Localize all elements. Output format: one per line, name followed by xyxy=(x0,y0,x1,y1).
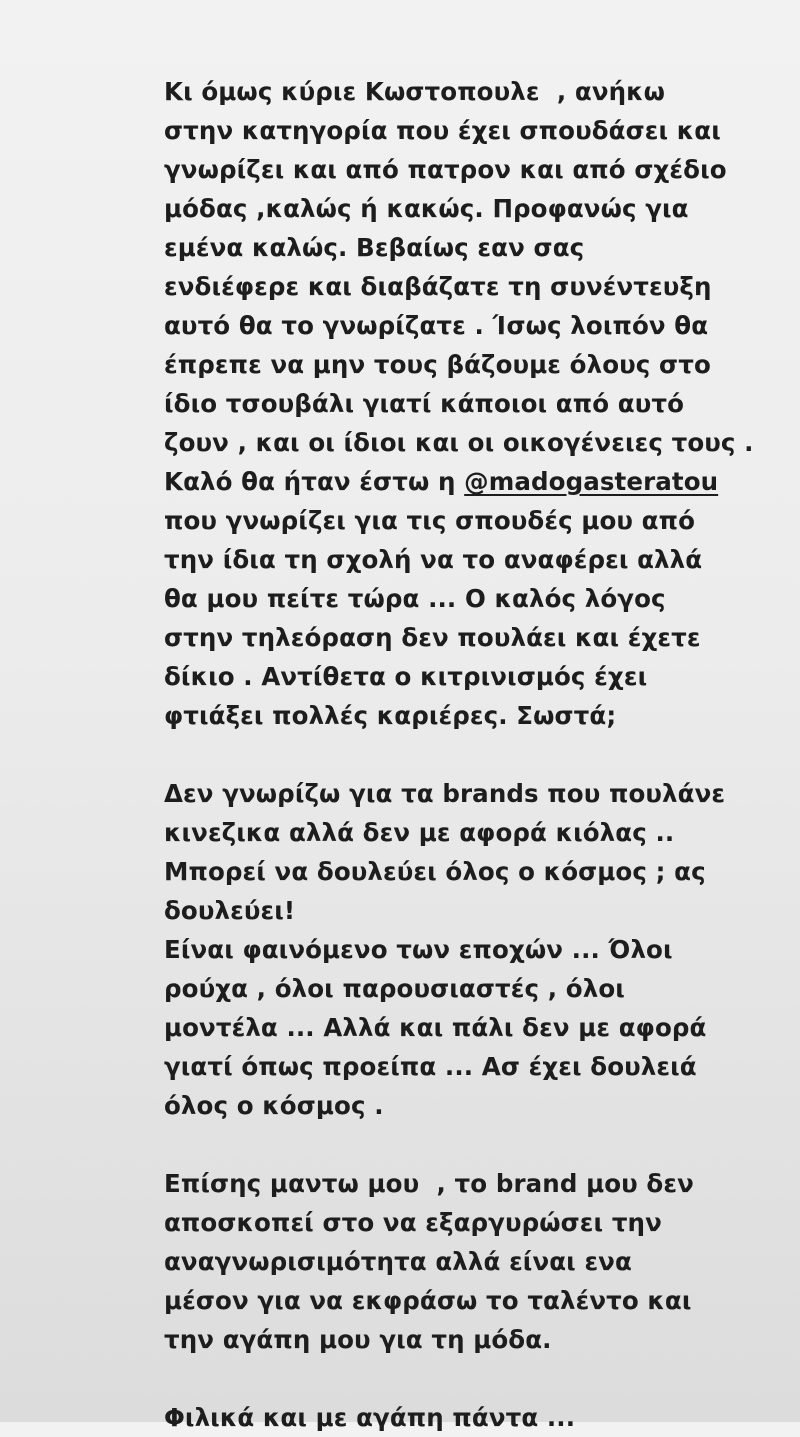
text-line: ενδιέφερε και διαβάζατε τη συνέντευξη xyxy=(164,272,712,301)
text-line: κινεζικα αλλά δεν με αφορά κιόλας .. xyxy=(164,818,675,847)
text-line: θα μου πείτε τώρα ... Ο καλός λόγος xyxy=(164,584,666,613)
text-line: αυτό θα το γνωρίζατε . Ίσως λοιπόν θα xyxy=(164,311,709,340)
paragraph-gap xyxy=(164,1359,784,1398)
story-text-block xyxy=(164,72,784,1437)
text-line: ρούχα , όλοι παρουσιαστές , όλοι xyxy=(164,974,625,1003)
text-line: γιατί όπως προείπα ... Ασ έχει δουλειά xyxy=(164,1052,697,1081)
text-line: την αγάπη μου για τη μόδα. xyxy=(164,1325,552,1354)
text-line-prefix: Καλό θα ήταν έστω η xyxy=(164,467,465,496)
text-line: Επίσης μαντω μου , το brand μου δεν xyxy=(164,1169,694,1198)
text-line: στην τηλεόραση δεν πουλάει και έχετε xyxy=(164,623,701,652)
text-line: όλος ο κόσμος . xyxy=(164,1091,384,1120)
text-line: εμένα καλώς. Βεβαίως εαν σας xyxy=(164,233,585,262)
closing-line: Φιλικά και με αγάπη πάντα ... xyxy=(164,1403,576,1432)
paragraph-gap xyxy=(164,1125,784,1164)
text-line: μόδας ,καλώς ή κακώς. Προφανώς για xyxy=(164,194,689,223)
text-line: γνωρίζει και από πατρον και από σχέδιο xyxy=(164,155,727,184)
text-line: μοντέλα ... Αλλά και πάλι δεν με αφορά xyxy=(164,1013,707,1042)
text-line: Είναι φαινόμενο των εποχών ... Όλοι xyxy=(164,935,673,964)
text-line: Κι όμως κύριε Κωστοπουλε , ανήκω xyxy=(164,77,666,106)
mention-line xyxy=(164,462,784,501)
paragraph-gap xyxy=(164,735,784,774)
text-line: αποσκοπεί στο να εξαργυρώσει την xyxy=(164,1208,662,1237)
text-line: Δεν γνωρίζω για τα brands που πουλάνε xyxy=(164,779,726,808)
mention-link[interactable]: @madogasteratou xyxy=(464,467,719,496)
text-line: έπρεπε να μην τους βάζουμε όλους στο xyxy=(164,350,711,379)
text-line: την ίδια τη σχολή να το αναφέρει αλλά xyxy=(164,545,703,574)
text-line: Μπορεί να δουλεύει όλος ο κόσμος ; ας xyxy=(164,857,706,886)
text-line: αναγνωρισιμότητα αλλά είναι ενα xyxy=(164,1247,632,1276)
text-line: που γνωρίζει για τις σπουδές μου από xyxy=(164,506,695,535)
text-line: φτιάξει πολλές καριέρες. Σωστά; xyxy=(164,701,617,730)
text-line: στην κατηγορία που έχει σπουδάσει και xyxy=(164,116,721,145)
text-line: δουλεύει! xyxy=(164,896,296,925)
text-line: ζουν , και οι ίδιοι και οι οικογένειες τους . xyxy=(164,428,754,457)
text-line: δίκιο . Αντίθετα ο κιτρινισμός έχει xyxy=(164,662,648,691)
text-line: ίδιο τσουβάλι γιατί κάποιοι από αυτό xyxy=(164,389,685,418)
text-line: μέσον για να εκφράσω το ταλέντο και xyxy=(164,1286,692,1315)
